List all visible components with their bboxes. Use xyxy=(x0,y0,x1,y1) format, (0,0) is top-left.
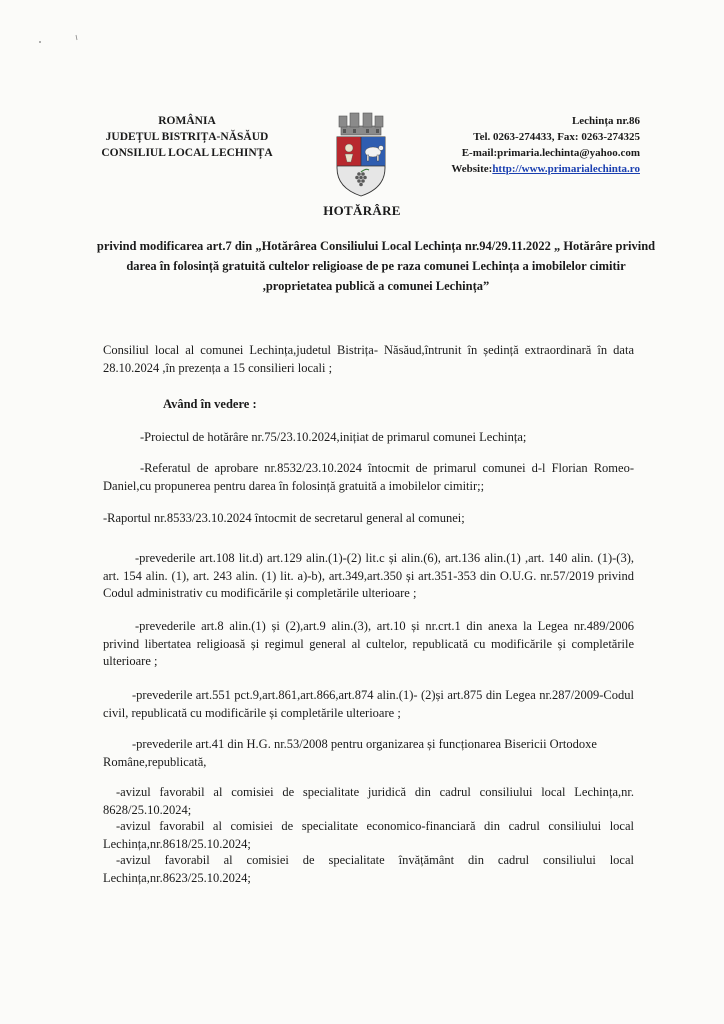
address: Lechința nr.86 xyxy=(571,115,640,127)
coat-of-arms-icon xyxy=(333,110,389,198)
having-regard-heading: Având în vedere : xyxy=(163,397,257,411)
country-name: ROMÂNIA xyxy=(158,115,216,127)
council-name: CONSILIUL LOCAL LECHINȚA xyxy=(101,147,273,159)
recital-item: -prevederile art.41 din H.G. nr.53/2008 pentru organizarea și funcționarea Bisericii Ortodoxe Române,republicată, xyxy=(103,737,597,769)
recital-item: -Proiectul de hotărâre nr.75/23.10.2024,inițiat de primarul comunei Lechința; xyxy=(140,430,527,444)
website-line xyxy=(404,161,640,177)
intro-paragraph: Consiliul local al comunei Lechința,judetul Bistrița- Năsăud,întrunit în ședință extraordinară în data 28.10.2024 ,în prezența a 15 consilieri locali ; xyxy=(103,343,634,375)
phone-fax: Tel. 0263-274433, Fax: 0263-274325 xyxy=(473,131,640,143)
recital-item: -prevederile art.551 pct.9,art.861,art.866,art.874 alin.(1)- (2)și art.875 din Legea nr.287/2009-Codul civil, republicată cu modificările și completările ulterioare ; xyxy=(103,688,634,720)
county-name: JUDEȚUL BISTRIȚA-NĂSĂUD xyxy=(105,131,269,143)
recital-item: -avizul favorabil al comisiei de specialitate învățământ din cadrul consiliului local Lechința,nr.8623/25.10.2024; xyxy=(103,853,634,885)
email: E-mail:primaria.lechinta@yahoo.com xyxy=(461,147,640,159)
recital-item: -Raportul nr.8533/23.10.2024 întocmit de secretarul general al comunei; xyxy=(103,511,465,525)
recital-item: -prevederile art.108 lit.d) art.129 alin.(1)-(2) lit.c și alin.(6), art.136 alin.(1) ,art. 140 alin. (1)-(3), art. 154 alin. (1), art. 243 alin. (1) lit. a)-b), art.349,art.350 și art.351-353 din O.U.G. nr.57/2019 privind Codul administrativ cu modificările și completările ulterioare ; xyxy=(103,551,634,600)
recital-item: -avizul favorabil al comisiei de specialitate juridică din cadrul consiliului local Lechința,nr. 8628/25.10.2024; xyxy=(103,785,634,817)
recital-item: -avizul favorabil al comisiei de specialitate economico-financiară din cadrul consiliului local Lechința,nr.8618/25.10.2024; xyxy=(103,819,634,851)
issuer-block xyxy=(92,113,282,161)
recital-item: -prevederile art.8 alin.(1) și (2),art.9 alin.(3), art.10 și nr.crt.1 din anexa la Legea nr.489/2006 privind libertatea religioasă și regimul general al cultelor, republicată cu modificările și completările ulterioare ; xyxy=(103,619,634,668)
website-link[interactable]: http://www.primarialechinta.ro xyxy=(492,163,640,175)
document-title: HOTĂRÂRE xyxy=(323,203,401,218)
scan-mark xyxy=(32,30,92,50)
website-label: Website: xyxy=(451,163,493,175)
document-subject: privind modificarea art.7 din „Hotărârea Consiliului Local Lechința nr.94/29.11.2022 „ Hotărâre privind darea în folosință gratuită cultelor religioase de pe raza comunei Lechința a imobilelor cimitir ,proprietatea publică a comunei Lechința” xyxy=(96,239,656,293)
contact-block xyxy=(404,113,640,177)
recital-item: -Referatul de aprobare nr.8532/23.10.2024 întocmit de primarul comunei d-l Florian Romeo-Daniel,cu propunerea pentru darea în folosință gratuită a imobilelor cimitir;; xyxy=(103,461,634,493)
